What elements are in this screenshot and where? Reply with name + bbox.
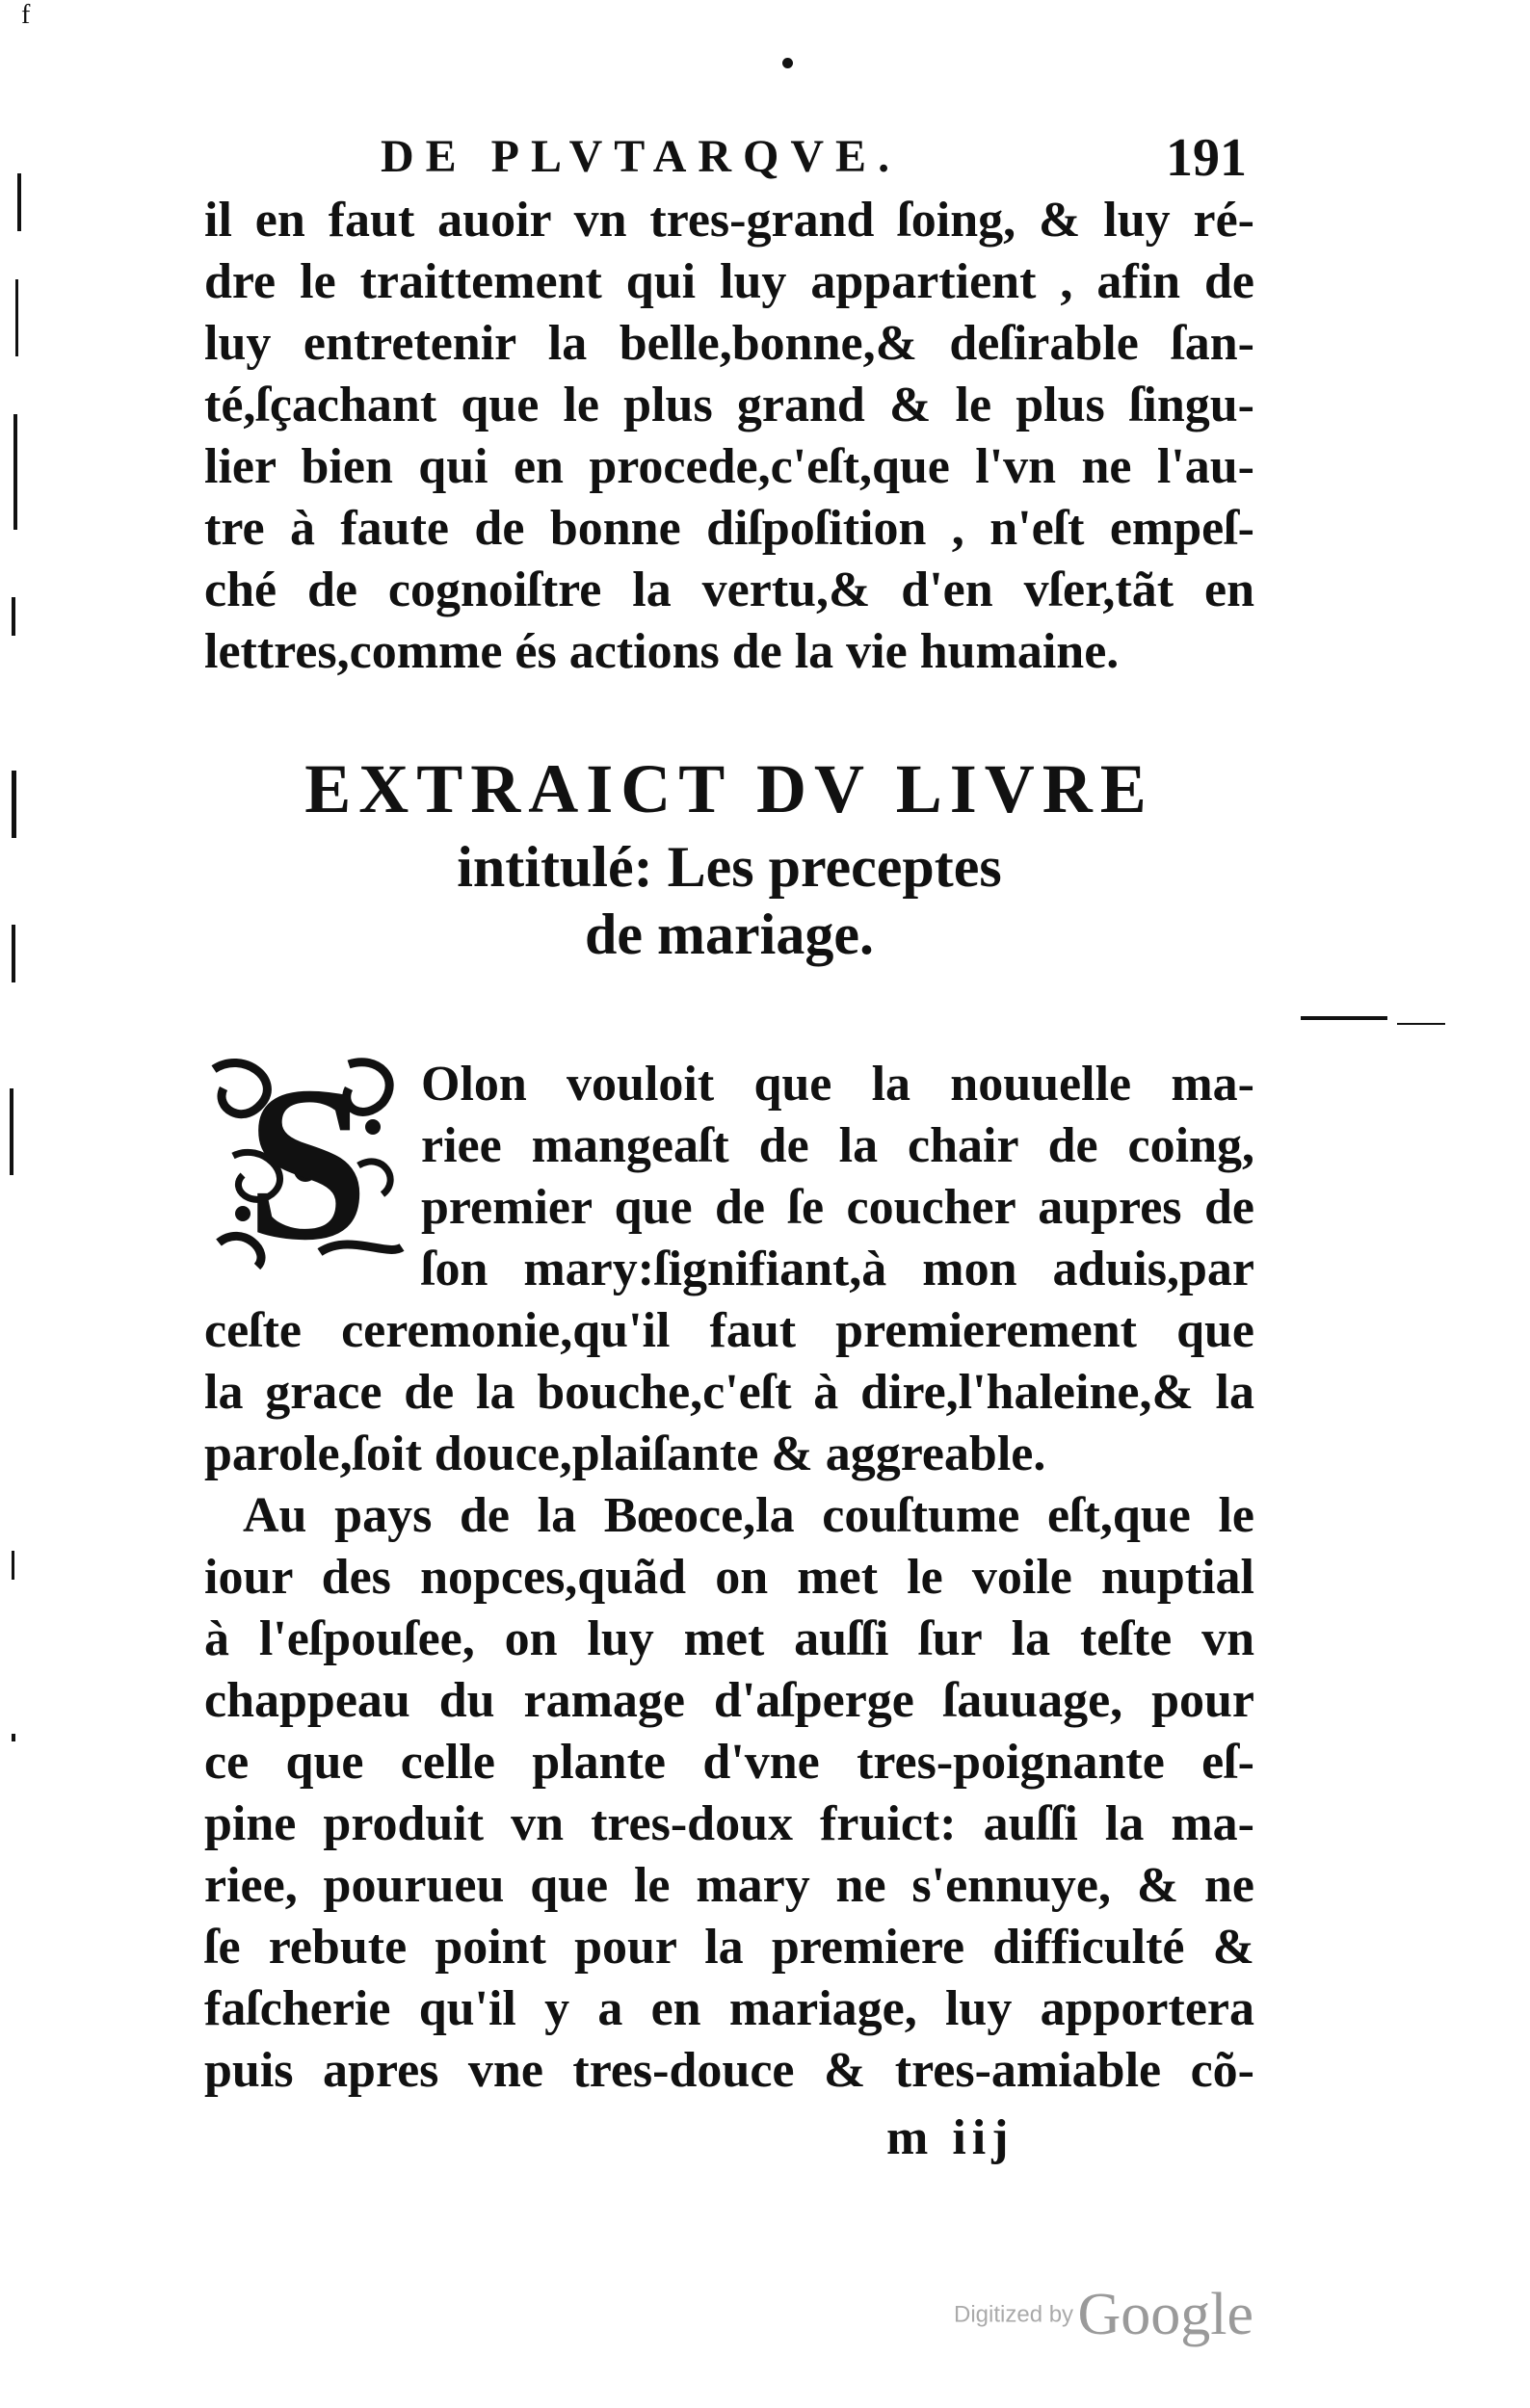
text-line: luy entretenir la belle,bonne,& deſirable ſan- bbox=[204, 316, 1254, 371]
digitized-label: Digitized by bbox=[954, 2301, 1074, 2328]
text-line: lettres,comme és actions de la vie humaine. bbox=[204, 624, 1120, 679]
margin-mark bbox=[13, 414, 17, 530]
margin-mark bbox=[12, 597, 15, 636]
margin-mark bbox=[12, 925, 15, 982]
margin-mark bbox=[15, 279, 18, 356]
digitized-by-watermark bbox=[954, 2281, 1253, 2349]
text-line: ceſte ceremonie,qu'il faut premierement que bbox=[204, 1303, 1254, 1358]
paragraph-2 bbox=[204, 1054, 1254, 2102]
section-subtitle: de mariage. bbox=[585, 903, 874, 966]
text-line: riee mangeaſt de la chair de coing, bbox=[421, 1118, 1254, 1173]
text-line: ché de cognoiſtre la vertu,& d'en vſer,tãt en bbox=[204, 563, 1254, 617]
text-line: lier bien qui en procede,c'eſt,que l'vn ne l'au- bbox=[204, 439, 1254, 494]
margin-mark bbox=[1397, 1023, 1445, 1025]
top-dot bbox=[782, 58, 793, 68]
section-subtitle: intitulé: Les preceptes bbox=[457, 835, 1002, 899]
paragraph-1 bbox=[204, 190, 1254, 683]
text-line: Au pays de la Bœoce,la couſtume eſt,que le bbox=[243, 1488, 1254, 1543]
text-line: il en faut auoir vn tres-grand ſoing, & luy ré- bbox=[204, 193, 1254, 248]
margin-mark bbox=[12, 1734, 15, 1741]
margin-mark bbox=[1301, 1016, 1387, 1020]
margin-mark bbox=[12, 1551, 14, 1580]
text-line: parole,ſoit douce,plaiſante & aggreable. bbox=[204, 1426, 1046, 1481]
text-line: premier que de ſe coucher aupres de bbox=[421, 1180, 1254, 1235]
text-line: ſon mary:ſignifiant,à mon aduis,par bbox=[421, 1242, 1254, 1296]
margin-mark bbox=[10, 1088, 13, 1175]
text-line: chappeau du ramage d'aſperge ſauuage, pour bbox=[204, 1673, 1254, 1728]
text-line: ce que celle plante d'vne tres-poignante eſ- bbox=[204, 1735, 1254, 1790]
page-number: 191 bbox=[1166, 128, 1247, 188]
text-line: puis apres vne tres-douce & tres-amiable cõ- bbox=[204, 2043, 1254, 2098]
text-line: à l'eſpouſee, on luy met auſſi ſur la teſte vn bbox=[204, 1611, 1254, 1666]
signature-catchword: m iij bbox=[886, 2110, 1015, 2165]
text-line: riee, pourueu que le mary ne s'ennuye, & ne bbox=[204, 1858, 1254, 1913]
section-title: EXTRAICT DV LIVRE bbox=[304, 750, 1154, 827]
running-header: DE PLVTARQVE. bbox=[381, 131, 902, 182]
corner-mark: f bbox=[21, 0, 31, 30]
google-logo: Google bbox=[1077, 2282, 1254, 2347]
text-line: dre le traittement qui luy appartient , afin de bbox=[204, 254, 1254, 309]
text-line: Olon vouloit que la nouuelle ma- bbox=[421, 1057, 1254, 1112]
text-line: pine produit vn tres-doux fruict: auſſi la ma- bbox=[204, 1796, 1254, 1851]
text-line: iour des nopces,quãd on met le voile nuptial bbox=[204, 1550, 1254, 1605]
text-line: tre à faute de bonne diſpoſition , n'eſt empeſ- bbox=[204, 501, 1254, 556]
dropcap-letter: S bbox=[246, 1050, 369, 1273]
text-line: faſcherie qu'il y a en mariage, luy apportera bbox=[204, 1981, 1254, 2036]
text-line: ſe rebute point pour la premiere difficulté & bbox=[204, 1920, 1254, 1975]
margin-mark bbox=[17, 173, 21, 231]
text-line: té,ſçachant que le plus grand & le plus ſingu- bbox=[204, 378, 1254, 432]
text-line: la grace de la bouche,c'eſt à dire,l'haleine,& la bbox=[204, 1365, 1254, 1420]
margin-mark bbox=[12, 771, 16, 838]
